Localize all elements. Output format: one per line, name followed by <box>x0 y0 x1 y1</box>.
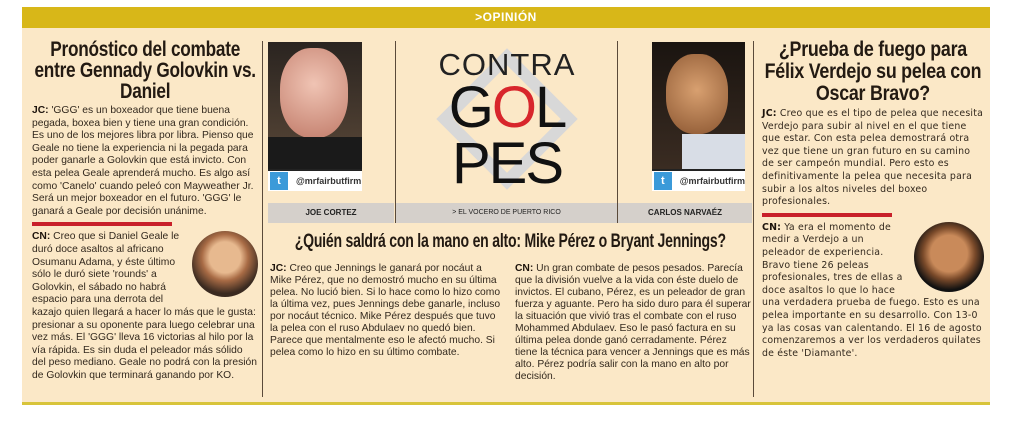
jc-label: JC: <box>762 108 777 119</box>
joe-cortez-photo <box>268 42 362 169</box>
column-divider <box>617 41 618 223</box>
section-header: >OPINIÓN <box>22 7 990 28</box>
twitter-handle-joe[interactable] <box>268 169 362 191</box>
verdejo-photo <box>914 222 984 292</box>
golovkin-photo <box>192 231 258 297</box>
left-headline: Pronóstico del combate entre Gennady Golovkin vs. Daniel <box>34 38 256 103</box>
center-cn-text <box>515 263 751 383</box>
column-divider <box>753 41 754 397</box>
cn-label: CN: <box>762 221 782 233</box>
right-cn-text <box>762 222 984 361</box>
logo-l: L <box>534 75 566 140</box>
left-column <box>32 39 258 382</box>
cn-text: Creo que si Daniel Geale le duró doce asaltos al africano Osumanu Adama, y éste último sólo le duró siete 'rounds' a Golovkin, el sábado no habrá espacio para una derrota del kazajo quien llegará a hacer lo más que le gusta: presionar a su oponente para luego celebrar una vez más. El 'GGG' lleva 16 victorias al hilo por la vía rápida. Es sin duda el peleador más sólido del peso mediano. Geale no podrá con la presión de Golovkin que terminará ganando por KO. <box>32 231 257 381</box>
cn-text: Un gran combate de pesos pesados. Parecía que la división vuelve a la vida con éste duelo de invictos. El cubano, Pérez, es un peleador de gran fuerza y aguante. Pero ha sido duro para él superar la situación que vivió tras el combate con el ruso Mohammed Abdulaev. Eso le pasó factura en su última pelea donde ganó cerradamente. Pérez tiene la técnica para vencer a Jennings que es más alto. Pérez podría salir con la mano en alto por decisión. <box>515 263 751 382</box>
twitter-text: @mrfairbutfirm <box>296 176 362 186</box>
jc-text: 'GGG' es un boxeador que tiene buena pegada, boxea bien y tiene una gran condición. Es uno de los mejores libra por libra. Pienso que Geale no tiene la experiencia ni la pegada para poder ganarle a Golovkin que está invicto. Con esta pelea Geale aprenderá mucho. Es algo así como 'Canelo' cuando peleó con Mayweather Jr. Será un mejor boxeador en el futuro. 'GGG' le ganará a Geale por decisión unánime. <box>32 105 254 217</box>
jc-text: Creo que Jennings le ganará por nocáut a Mike Pérez, que no demostró mucho en su última pelea. No lució bien. Si lo hace como lo hizo como la última vez, pues Jennings debe ganarle, incluso por nocáut técnico. Mike Pérez después que tuvo la pelea con el ruso Abdulaev no quedó bien. Parece que mentalmente eso le afectó mucho. Si pelea como lo hizo en su último combate. <box>270 263 501 358</box>
bottom-rule <box>22 402 990 405</box>
column-divider <box>395 41 396 223</box>
center-jc-text <box>270 263 506 359</box>
jc-text: Creo que es el tipo de pelea que necesita Verdejo para subir al nivel en el que tiene que estar. Con esta pelea demostrará otra vez que tiene un gran futuro en su camino de ser campeón mundial. Pero esto es definitivamente la pelea que necesita para subir a los altos niveles del boxeo profesionales. <box>762 108 984 208</box>
logo-g: G <box>448 75 492 140</box>
opinion-page <box>22 7 990 405</box>
source-bar: > EL VOCERO DE PUERTO RICO <box>396 203 617 223</box>
cn-label: CN: <box>515 263 534 274</box>
author-name-carlos: CARLOS NARVAÉZ <box>618 203 752 223</box>
jc-label: JC: <box>32 105 49 116</box>
logo-o: O <box>491 75 535 140</box>
left-cn-text <box>32 231 258 382</box>
carlos-narvaez-photo <box>652 42 745 169</box>
logo-line3: PES <box>451 131 563 196</box>
column-divider <box>262 41 263 397</box>
red-divider <box>762 213 892 217</box>
right-jc-text <box>762 108 984 209</box>
contra-golpes-logo <box>427 43 587 196</box>
twitter-text: @mrfairbutfirm <box>679 176 745 186</box>
right-column <box>762 39 984 360</box>
twitter-icon: t <box>654 172 672 190</box>
left-jc-text <box>32 105 258 218</box>
center-headline: ¿Quién saldrá con la mano en alto: Mike Pérez o Bryant Jennings? <box>294 231 726 252</box>
right-headline: ¿Prueba de fuego para Félix Verdejo su pelea con Oscar Bravo? <box>764 38 982 105</box>
twitter-handle-carlos[interactable] <box>652 169 745 191</box>
logo-line1: CONTRA <box>438 47 576 82</box>
author-name-joe: JOE CORTEZ <box>268 203 394 223</box>
cn-text: Ya era el momento de medir a Verdejo a un peleador de experiencia. Bravo tiene 26 peleas profesionales, tres de ellas a doce asaltos lo que lo hace una verdadera prueba de fuego. Esto es una pelea importante en su desarrollo. Con 13-0 ya las cosas van calentando. El 16 de agosto comenzaremos a ver los verdaderos quilates de éste 'Diamante'. <box>762 221 982 359</box>
twitter-icon: t <box>270 172 288 190</box>
red-divider <box>32 222 172 226</box>
jc-label: JC: <box>270 263 287 274</box>
cn-label: CN: <box>32 231 51 243</box>
